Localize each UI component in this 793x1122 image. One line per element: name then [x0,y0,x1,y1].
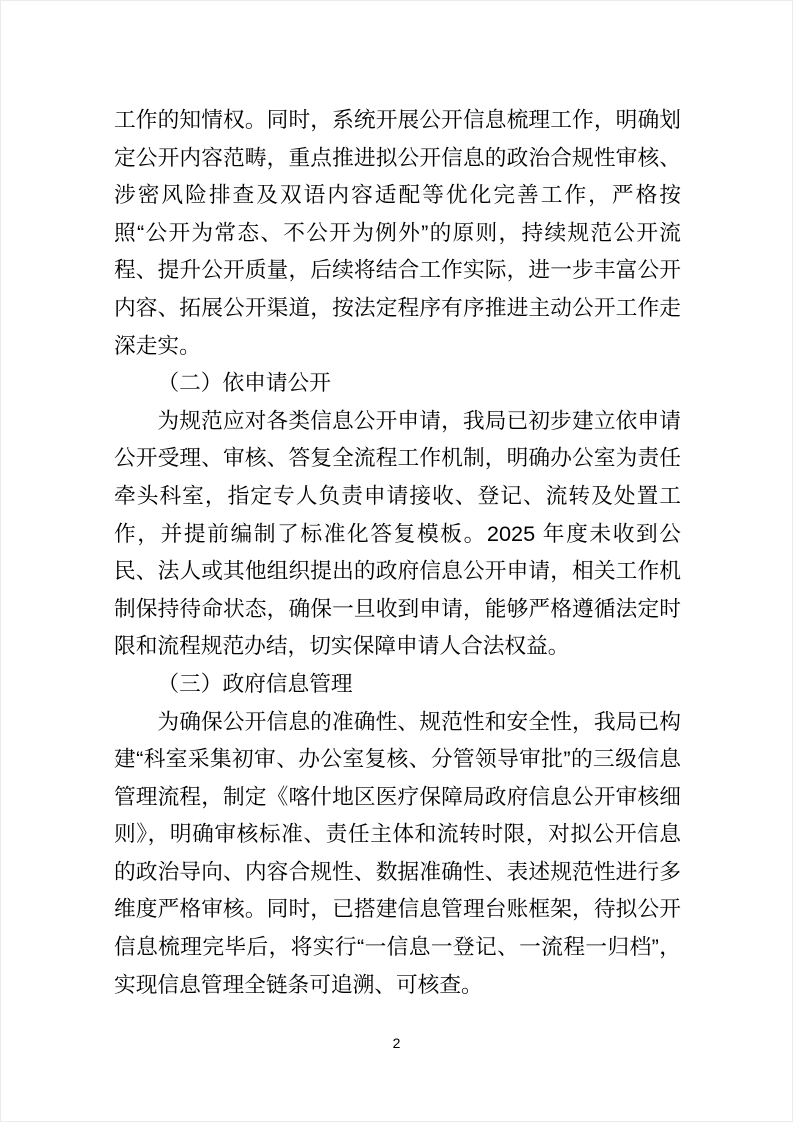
paragraph-active-disclosure-continuation: 工作的知情权。同时，系统开展公开信息梳理工作，明确划定公开内容范畴，重点推进拟公开信息的政治合规性审核、涉密风险排查及双语内容适配等优化完善工作，严格按照“公开为常态、不公开为例外”的原则，持续规范公开流程、提升公开质量，后续将结合工作实际，进一步丰富公开内容、拓展公开渠道，按法定程序有序推进主动公开工作走深走实。 [114,107,681,358]
section-heading-by-application-disclosure: （二）依申请公开 [157,370,331,396]
page-number: 2 [392,1035,401,1051]
section-heading-government-info-management: （三）政府信息管理 [157,670,353,696]
paragraph-government-info-management: 为确保公开信息的准确性、规范性和安全性，我局已构建“科室采集初审、办公室复核、分管领导审批”的三级信息管理流程，制定《喀什地区医疗保障局政府信息公开审核细则》，明确审核标准、责任主体和流转时限，对拟公开信息的政治导向、内容合规性、数据准确性、表述规范性进行多维度严格审核。同时，已搭建信息管理台账框架，待拟公开信息梳理完毕后，将实行“一信息一登记、一流程一归档”，实现信息管理全链条可追溯、可核查。 [114,708,681,997]
paragraph-by-application-disclosure: 为规范应对各类信息公开申请，我局已初步建立依申请公开受理、审核、答复全流程工作机制，明确办公室为责任牵头科室，指定专人负责申请接收、登记、流转及处置工作，并提前编制了标准化答复模板。2025 年度未收到公民、法人或其他组织提出的政府信息公开申请，相关工作机制保持待命状态，确保一旦收到申请，能够严格遵循法定时限和流程规范办结，切实保障申请人合法权益。 [114,407,681,659]
document-body [114,101,681,1003]
